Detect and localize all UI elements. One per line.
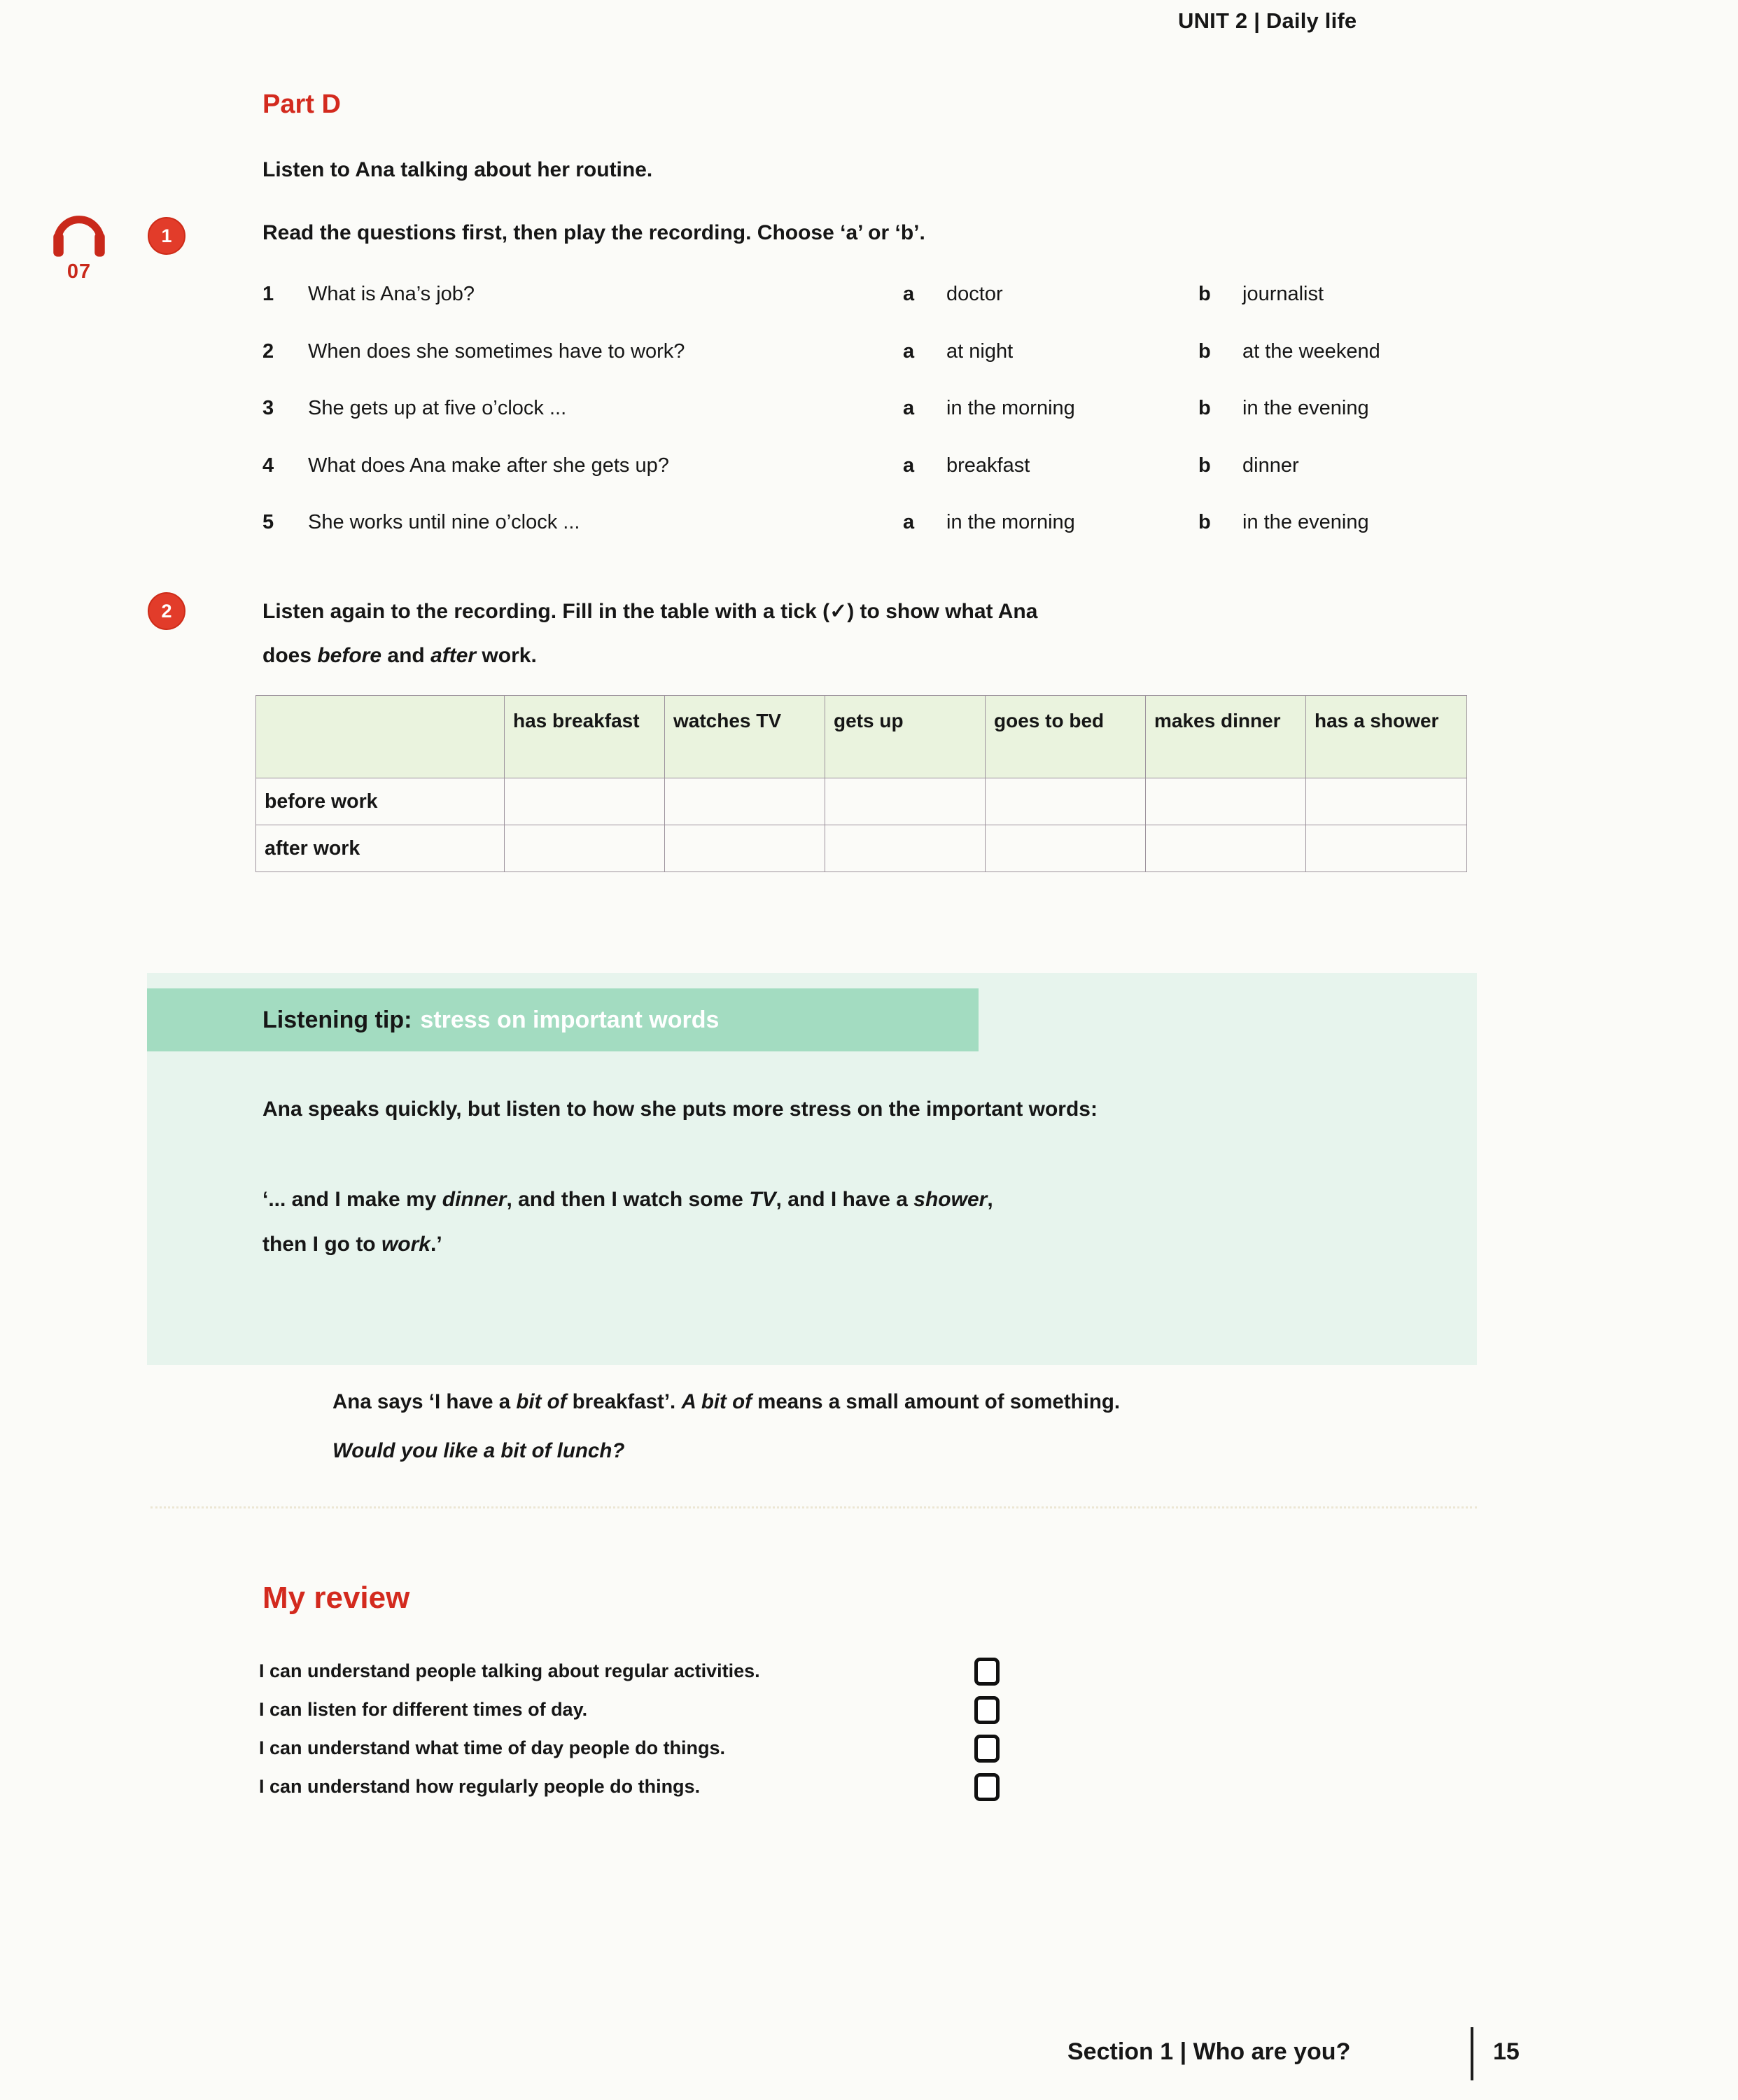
question-row [0, 340, 1738, 371]
usage-note: Ana says ‘I have a bit of breakfast’. A bit of means a small amount of something. Would you like a bit of lunch? [332, 1390, 1121, 1462]
option-b-text[interactable]: dinner [1242, 454, 1299, 477]
exercise-2-instruction [262, 589, 1037, 678]
option-b-text[interactable]: journalist [1242, 283, 1324, 305]
row-label: after work [256, 825, 505, 872]
review-checkbox[interactable] [974, 1735, 1000, 1763]
review-item [259, 1660, 1029, 1693]
review-checkbox[interactable] [974, 1658, 1000, 1686]
question-text: When does she sometimes have to work? [308, 340, 685, 363]
question-number: 4 [262, 454, 274, 477]
tick-table [255, 695, 1467, 872]
question-text: What does Ana make after she gets up? [308, 454, 669, 477]
tick-cell[interactable] [1146, 778, 1306, 825]
exercise-1-badge: 1 [148, 217, 185, 255]
audio-track-number: 07 [66, 260, 92, 283]
tick-cell[interactable] [986, 825, 1146, 872]
column-header: goes to bed [986, 696, 1146, 778]
instruction-line-1: Listen again to the recording. Fill in the table with a tick (✓) to show what Ana [262, 600, 1038, 623]
table-row [256, 825, 1467, 872]
review-checkbox[interactable] [974, 1696, 1000, 1724]
exercise-2-badge: 2 [148, 592, 185, 630]
tick-cell[interactable] [825, 825, 986, 872]
option-a-label[interactable]: a [903, 340, 915, 363]
option-b-text[interactable]: in the evening [1242, 511, 1369, 533]
tick-cell[interactable] [1306, 825, 1467, 872]
tick-cell[interactable] [1306, 778, 1467, 825]
question-text: What is Ana’s job? [308, 283, 475, 305]
column-header: has a shower [1306, 696, 1467, 778]
review-item [259, 1737, 1029, 1770]
tick-cell[interactable] [665, 825, 825, 872]
option-b-label[interactable]: b [1198, 511, 1211, 533]
option-b-label[interactable]: b [1198, 397, 1211, 419]
tick-cell[interactable] [505, 825, 665, 872]
usage-note-question: Would you like a bit of lunch? [332, 1439, 625, 1462]
question-row [0, 283, 1738, 314]
part-title: Part D [262, 90, 341, 119]
option-a-label[interactable]: a [903, 397, 915, 419]
option-b-text[interactable]: at the weekend [1242, 340, 1380, 363]
tick-cell[interactable] [986, 778, 1146, 825]
question-row [0, 454, 1738, 485]
listening-tip-quote: ‘... and I make my dinner, and then I watch some TV, and I have a shower, then I go to work.’ [262, 1188, 993, 1256]
review-item-text: I can understand how regularly people do things. [259, 1776, 701, 1797]
option-a-label[interactable]: a [903, 454, 915, 477]
listening-tip-title: stress on important words [420, 1006, 720, 1033]
option-a-text[interactable]: in the morning [946, 511, 1075, 533]
option-a-text[interactable]: doctor [946, 283, 1003, 305]
footer-section-label: Section 1 | Who are you? [1067, 2038, 1351, 2065]
table-corner-cell [256, 696, 505, 778]
question-number: 2 [262, 340, 274, 363]
question-text: She gets up at five o’clock ... [308, 397, 567, 419]
instruction-line-2: does before and after work. [262, 644, 537, 667]
question-text: She works until nine o’clock ... [308, 511, 580, 533]
review-item [259, 1699, 1029, 1731]
table-row [256, 778, 1467, 825]
tick-cell[interactable] [825, 778, 986, 825]
column-header: makes dinner [1146, 696, 1306, 778]
column-header: has breakfast [505, 696, 665, 778]
review-item-text: I can understand people talking about regular activities. [259, 1660, 760, 1681]
footer-divider [1471, 2027, 1473, 2080]
page-number: 15 [1493, 2038, 1520, 2065]
exercise-1-instruction: Read the questions first, then play the recording. Choose ‘a’ or ‘b’. [262, 221, 925, 244]
review-item-text: I can understand what time of day people do things. [259, 1737, 726, 1758]
question-row [0, 511, 1738, 542]
question-row [0, 397, 1738, 428]
option-b-label[interactable]: b [1198, 454, 1211, 477]
review-checkbox[interactable] [974, 1773, 1000, 1801]
part-intro: Listen to Ana talking about her routine. [262, 158, 653, 181]
option-a-text[interactable]: in the morning [946, 397, 1075, 419]
listening-tip-header [147, 988, 979, 1051]
tick-cell[interactable] [1146, 825, 1306, 872]
tick-cell[interactable] [665, 778, 825, 825]
option-b-text[interactable]: in the evening [1242, 397, 1369, 419]
tick-cell[interactable] [505, 778, 665, 825]
option-a-label[interactable]: a [903, 511, 915, 533]
option-b-label[interactable]: b [1198, 340, 1211, 363]
option-b-label[interactable]: b [1198, 283, 1211, 305]
listening-tip-label: Listening tip: [262, 1006, 412, 1033]
my-review-title: My review [262, 1581, 410, 1615]
row-label: before work [256, 778, 505, 825]
unit-header: UNIT 2 | Daily life [1178, 8, 1357, 33]
audio-widget [41, 202, 118, 284]
option-a-text[interactable]: at night [946, 340, 1014, 363]
headphones-icon[interactable] [41, 202, 118, 259]
question-number: 5 [262, 511, 274, 533]
question-number: 3 [262, 397, 274, 419]
question-number: 1 [262, 283, 274, 305]
column-header: watches TV [665, 696, 825, 778]
review-item-text: I can listen for different times of day. [259, 1699, 588, 1720]
table-header-row [256, 696, 1467, 778]
option-a-label[interactable]: a [903, 283, 915, 305]
review-item [259, 1776, 1029, 1808]
column-header: gets up [825, 696, 986, 778]
listening-tip-body: Ana speaks quickly, but listen to how she puts more stress on the important words: [262, 1098, 1098, 1121]
section-divider [150, 1506, 1477, 1508]
option-a-text[interactable]: breakfast [946, 454, 1030, 477]
